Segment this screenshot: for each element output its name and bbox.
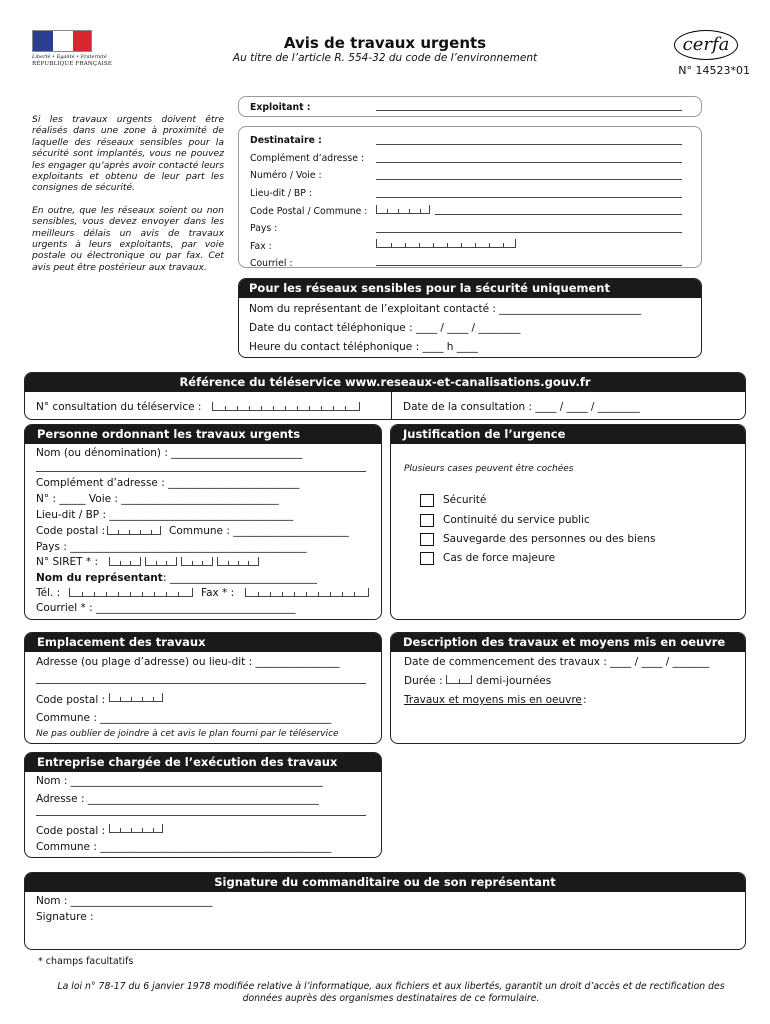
representant-label: Nom du représentant — [36, 572, 163, 584]
personne-commune-field[interactable]: Commune : ______________________ — [169, 525, 349, 537]
divider — [391, 392, 392, 420]
emplacement-code-postal-label: Code postal : — [36, 694, 106, 706]
exploitant-box — [238, 96, 702, 117]
entreprise-title: Entreprise chargée de l’exécution des travaux — [25, 753, 381, 772]
exploitant-label: Exploitant : — [250, 102, 311, 113]
duree-label: Durée : — [404, 675, 443, 687]
exploitant-field[interactable] — [376, 110, 682, 111]
entreprise-code-postal-comb[interactable] — [109, 824, 163, 833]
intro-paragraph-1: Si les travaux urgents doivent être réalisés dans une zone à proximité de laquelle des réseaux sensibles pour la sécurité sont implantés, vous ne pouvez les engager qu’après avoir contacté leurs exploitants et obtenu de leur part les consignes de sécurité. — [32, 114, 224, 194]
description-section — [390, 632, 746, 744]
teleservice-title: Référence du téléservice www.reseaux-et-canalisations.gouv.fr — [25, 373, 745, 392]
force-majeure-checkbox[interactable] — [420, 552, 434, 565]
emplacement-commune-field[interactable]: Commune : ____________________________________________ — [36, 712, 332, 724]
fax-label: Fax : — [250, 241, 272, 252]
personne-complement-field[interactable]: Complément d’adresse : _________________________ — [36, 477, 300, 489]
travaux-moyens-colon: : — [583, 694, 587, 706]
plan-note: Ne pas oublier de joindre à cet avis le plan fourni par le téléservice — [36, 729, 339, 739]
tel-label: Tél. : — [36, 587, 61, 599]
legal-notice: La loi n° 78-17 du 6 janvier 1978 modifiée relative à l’informatique, aux fichiers et aux libertés, garantit un droit d’accès et de rectification des données auprès des organismes destinataires de ce formulaire. — [57, 981, 725, 1004]
travaux-moyens-label: Travaux et moyens mis en oeuvre — [404, 694, 582, 706]
continuite-label: Continuité du service public — [443, 514, 590, 526]
justification-section — [390, 424, 746, 620]
optional-fields-note: * champs facultatifs — [38, 956, 134, 967]
entreprise-adresse-line2[interactable] — [36, 815, 366, 816]
date-commencement-field[interactable]: Date de commencement des travaux : ____ / ____ / _______ — [404, 656, 710, 668]
siret-comb-1[interactable] — [109, 557, 141, 566]
republic-label: RÉPUBLIQUE FRANÇAISE — [32, 61, 113, 67]
securite-label: Sécurité — [443, 494, 487, 506]
reseaux-sensibles-title: Pour les réseaux sensibles pour la sécurité uniquement — [239, 279, 701, 298]
personne-numero-voie-field[interactable]: N° : _____ Voie : ______________________________ — [36, 493, 279, 505]
lieu-dit-label: Lieu-dit / BP : — [250, 188, 312, 199]
representant-contacte-field[interactable]: Nom du représentant de l’exploitant contacté : ___________________________ — [249, 303, 642, 315]
emplacement-section — [24, 632, 382, 744]
emplacement-adresse-field[interactable]: Adresse (ou plage d’adresse) ou lieu-dit : ________________ — [36, 656, 340, 668]
tel-comb[interactable] — [69, 588, 193, 597]
nom-denomination-field[interactable]: Nom (ou dénomination) : _________________________ — [36, 447, 303, 459]
cerfa-logo: cerfa — [674, 30, 738, 60]
intro-paragraph-2: En outre, que les réseaux soient ou non sensibles, vous devez envoyer dans les meilleurs délais un avis de travaux urgents à leurs exploitants, par voie postale ou électronique ou par fax. Cet avis peut être postérieur aux travaux. — [32, 204, 224, 273]
date-contact-field[interactable]: Date du contact téléphonique : ____ / ____ / ________ — [249, 322, 521, 334]
personne-fax-label: Fax * : — [201, 587, 235, 599]
lieu-dit-field[interactable] — [376, 197, 682, 198]
siret-label: N° SIRET * : — [36, 556, 99, 568]
complement-label: Complément d’adresse : — [250, 153, 364, 164]
duree-unit: demi-journées — [476, 675, 552, 687]
intro-notice — [32, 114, 224, 284]
heure-contact-field[interactable]: Heure du contact téléphonique : ____ h ____ — [249, 341, 478, 353]
sauvegarde-label: Sauvegarde des personnes ou des biens — [443, 533, 656, 545]
nom-denomination-line2[interactable] — [36, 471, 366, 472]
emplacement-adresse-line2[interactable] — [36, 683, 366, 684]
justification-note: Plusieurs cases peuvent être cochées — [404, 464, 574, 474]
signature-title: Signature du commanditaire ou de son représentant — [25, 873, 745, 892]
siret-comb-2[interactable] — [145, 557, 177, 566]
fax-comb[interactable] — [376, 239, 516, 248]
teleservice-section — [24, 372, 746, 420]
destinataire-label: Destinataire : — [250, 135, 322, 146]
sauvegarde-checkbox[interactable] — [420, 533, 434, 546]
courriel-label: Courriel : — [250, 258, 293, 269]
entreprise-nom-field[interactable]: Nom : ________________________________________________ — [36, 775, 323, 787]
justification-title: Justification de l’urgence — [391, 425, 745, 444]
reseaux-sensibles-section — [238, 278, 702, 358]
consultation-date-field[interactable]: Date de la consultation : ____ / ____ / ________ — [403, 401, 640, 413]
signature-nom-field[interactable]: Nom : ___________________________ — [36, 895, 213, 907]
personne-fax-comb[interactable] — [245, 588, 369, 597]
destinataire-field[interactable] — [376, 144, 682, 145]
cerfa-number: N° 14523*01 — [678, 64, 750, 77]
numero-voie-label: Numéro / Voie : — [250, 170, 322, 181]
entreprise-section — [24, 752, 382, 858]
code-postal-commune-label: Code Postal / Commune : — [250, 206, 368, 217]
commune-field[interactable] — [435, 214, 682, 215]
securite-checkbox[interactable] — [420, 494, 434, 507]
personne-courriel-field[interactable]: Courriel * : ______________________________________ — [36, 602, 296, 614]
consultation-label: N° consultation du téléservice : — [36, 401, 202, 413]
pays-field[interactable] — [376, 232, 682, 233]
personne-section — [24, 424, 382, 620]
courriel-field[interactable] — [376, 265, 682, 266]
duree-comb[interactable] — [446, 675, 472, 684]
motto: Liberté • Égalité • Fraternité — [32, 54, 107, 60]
personne-title: Personne ordonnant les travaux urgents — [25, 425, 381, 444]
destinataire-box — [238, 126, 702, 268]
personne-code-postal-label: Code postal : — [36, 525, 106, 537]
consultation-number-comb[interactable] — [212, 402, 360, 411]
entreprise-adresse-field[interactable]: Adresse : ____________________________________________ — [36, 793, 319, 805]
emplacement-code-postal-comb[interactable] — [109, 693, 163, 702]
description-title: Description des travaux et moyens mis en oeuvre — [391, 633, 745, 652]
entreprise-commune-field[interactable]: Commune : ____________________________________________ — [36, 841, 332, 853]
continuite-checkbox[interactable] — [420, 514, 434, 527]
entreprise-code-postal-label: Code postal : — [36, 825, 106, 837]
personne-pays-field[interactable]: Pays : _____________________________________________ — [36, 541, 307, 553]
siret-comb-3[interactable] — [181, 557, 213, 566]
signature-field[interactable]: Signature : — [36, 911, 94, 923]
signature-section — [24, 872, 746, 950]
complement-field[interactable] — [376, 162, 682, 163]
personne-lieu-dit-field[interactable]: Lieu-dit / BP : ___________________________________ — [36, 509, 294, 521]
personne-code-postal-comb[interactable] — [107, 526, 161, 535]
emplacement-title: Emplacement des travaux — [25, 633, 381, 652]
representant-field[interactable]: : ____________________________ — [163, 572, 317, 584]
form-title: Avis de travaux urgents — [283, 34, 487, 52]
form-subtitle: Au titre de l’article R. 554-32 du code de l’environnement — [232, 52, 538, 64]
numero-voie-field[interactable] — [376, 179, 682, 180]
pays-label: Pays : — [250, 223, 278, 234]
code-postal-comb[interactable] — [376, 205, 430, 214]
siret-comb-4[interactable] — [217, 557, 259, 566]
force-majeure-label: Cas de force majeure — [443, 552, 556, 564]
marianne-logo — [32, 30, 113, 70]
flag-icon — [32, 30, 92, 52]
